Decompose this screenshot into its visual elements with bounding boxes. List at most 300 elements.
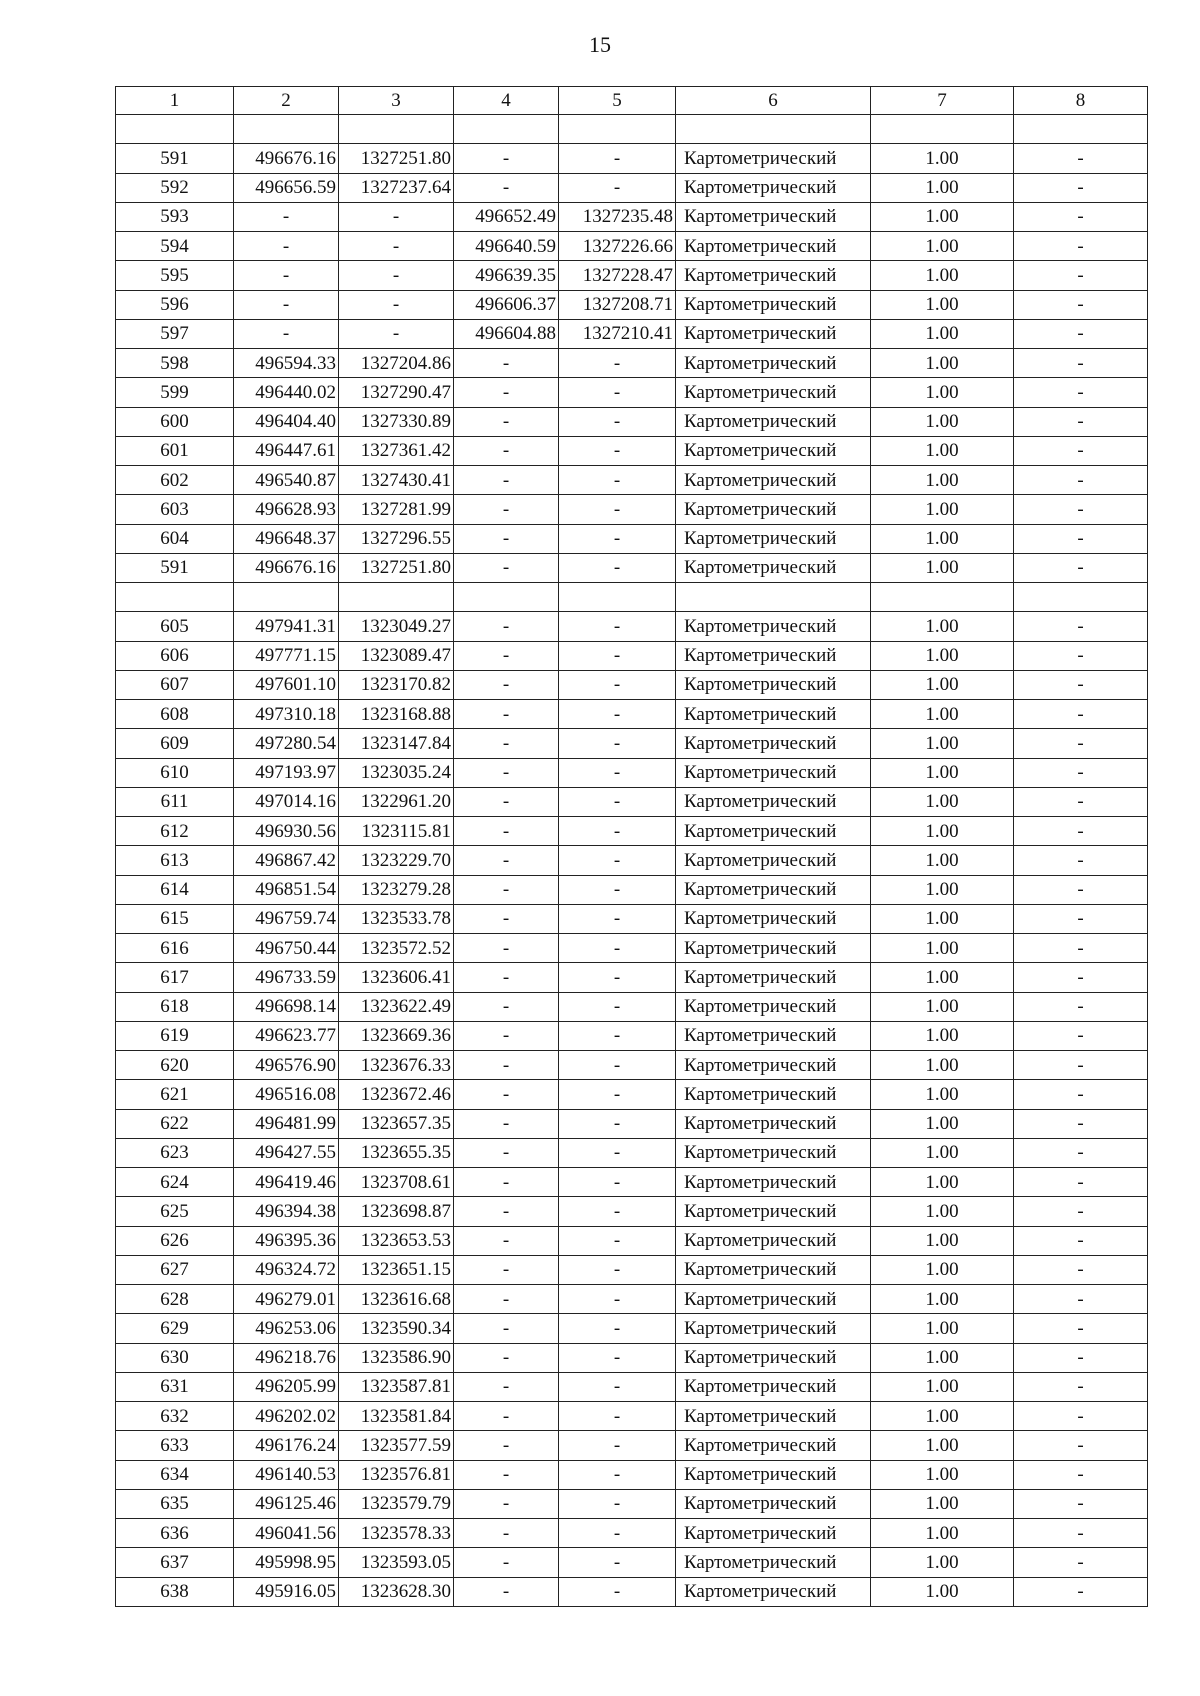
description-cell: - <box>1014 466 1148 495</box>
accuracy-cell: 1.00 <box>871 407 1014 436</box>
column-header-6: 6 <box>676 87 871 115</box>
method-cell: Картометрический <box>676 612 871 641</box>
table-row <box>116 436 1148 465</box>
accuracy-cell: 1.00 <box>871 1226 1014 1255</box>
table-row <box>116 202 1148 231</box>
accuracy-cell: 1.00 <box>871 1431 1014 1460</box>
point-number-cell: 606 <box>116 641 234 670</box>
table-row <box>116 1577 1148 1606</box>
y-coordinate-cell: - <box>339 232 454 261</box>
x-new-coordinate-cell: - <box>454 963 559 992</box>
x-coordinate-cell: 496202.02 <box>234 1402 339 1431</box>
x-coordinate-cell: 496440.02 <box>234 378 339 407</box>
method-cell: Картометрический <box>676 349 871 378</box>
point-number-cell: 592 <box>116 173 234 202</box>
y-coordinate-cell: 1323147.84 <box>339 729 454 758</box>
column-header-4: 4 <box>454 87 559 115</box>
x-coordinate-cell: 496218.76 <box>234 1343 339 1372</box>
x-coordinate-cell: - <box>234 261 339 290</box>
x-coordinate-cell: 496676.16 <box>234 144 339 173</box>
y-coordinate-cell: 1323170.82 <box>339 670 454 699</box>
description-cell: - <box>1014 1431 1148 1460</box>
table-row <box>116 1138 1148 1167</box>
point-number-cell: 608 <box>116 700 234 729</box>
x-coordinate-cell: 496594.33 <box>234 349 339 378</box>
y-new-coordinate-cell: - <box>559 1109 676 1138</box>
point-number-cell: 630 <box>116 1343 234 1372</box>
accuracy-cell: 1.00 <box>871 1343 1014 1372</box>
description-cell: - <box>1014 173 1148 202</box>
y-new-coordinate-cell: - <box>559 641 676 670</box>
x-new-coordinate-cell: - <box>454 1402 559 1431</box>
accuracy-cell: 1.00 <box>871 1460 1014 1489</box>
method-cell: Картометрический <box>676 202 871 231</box>
accuracy-cell: 1.00 <box>871 232 1014 261</box>
y-coordinate-cell: 1323168.88 <box>339 700 454 729</box>
x-new-coordinate-cell: - <box>454 1431 559 1460</box>
x-new-coordinate-cell: - <box>454 524 559 553</box>
y-new-coordinate-cell: - <box>559 1285 676 1314</box>
method-cell: Картометрический <box>676 817 871 846</box>
y-coordinate-cell: 1327290.47 <box>339 378 454 407</box>
table-row <box>116 963 1148 992</box>
method-cell: Картометрический <box>676 1051 871 1080</box>
table-row <box>116 1548 1148 1577</box>
y-new-coordinate-cell: - <box>559 1519 676 1548</box>
description-cell: - <box>1014 1577 1148 1606</box>
accuracy-cell: 1.00 <box>871 1168 1014 1197</box>
description-cell: - <box>1014 1372 1148 1401</box>
accuracy-cell: 1.00 <box>871 612 1014 641</box>
x-coordinate-cell: 496930.56 <box>234 817 339 846</box>
point-number-cell: 621 <box>116 1080 234 1109</box>
accuracy-cell: 1.00 <box>871 1577 1014 1606</box>
x-coordinate-cell: 497280.54 <box>234 729 339 758</box>
description-cell: - <box>1014 641 1148 670</box>
accuracy-cell: 1.00 <box>871 173 1014 202</box>
y-new-coordinate-cell: - <box>559 436 676 465</box>
y-new-coordinate-cell: - <box>559 1402 676 1431</box>
x-coordinate-cell: 496750.44 <box>234 934 339 963</box>
description-cell: - <box>1014 378 1148 407</box>
x-new-coordinate-cell: - <box>454 1021 559 1050</box>
table-row <box>116 787 1148 816</box>
table-row <box>116 553 1148 582</box>
table-row <box>116 495 1148 524</box>
x-new-coordinate-cell: - <box>454 758 559 787</box>
x-new-coordinate-cell: - <box>454 1548 559 1577</box>
description-cell: - <box>1014 1402 1148 1431</box>
method-cell: Картометрический <box>676 787 871 816</box>
x-new-coordinate-cell: - <box>454 934 559 963</box>
description-cell: - <box>1014 700 1148 729</box>
accuracy-cell: 1.00 <box>871 875 1014 904</box>
y-new-coordinate-cell: - <box>559 1138 676 1167</box>
point-number-cell: 636 <box>116 1519 234 1548</box>
point-number-cell: 605 <box>116 612 234 641</box>
point-number-cell: 632 <box>116 1402 234 1431</box>
method-cell: Картометрический <box>676 904 871 933</box>
column-header-5: 5 <box>559 87 676 115</box>
y-new-coordinate-cell: - <box>559 466 676 495</box>
description-cell: - <box>1014 407 1148 436</box>
y-coordinate-cell: 1327251.80 <box>339 553 454 582</box>
method-cell: Картометрический <box>676 846 871 875</box>
description-cell: - <box>1014 787 1148 816</box>
y-new-coordinate-cell: - <box>559 495 676 524</box>
table-row <box>116 817 1148 846</box>
point-number-cell: 613 <box>116 846 234 875</box>
y-new-coordinate-cell: - <box>559 846 676 875</box>
description-cell: - <box>1014 1080 1148 1109</box>
point-number-cell: 602 <box>116 466 234 495</box>
table-row <box>116 729 1148 758</box>
method-cell: Картометрический <box>676 1255 871 1284</box>
y-new-coordinate-cell: - <box>559 1051 676 1080</box>
y-new-coordinate-cell: - <box>559 173 676 202</box>
x-coordinate-cell: 496481.99 <box>234 1109 339 1138</box>
point-number-cell: 600 <box>116 407 234 436</box>
y-coordinate-cell <box>339 583 454 612</box>
x-new-coordinate-cell: - <box>454 846 559 875</box>
x-new-coordinate-cell: - <box>454 1460 559 1489</box>
x-new-coordinate-cell: - <box>454 1577 559 1606</box>
accuracy-cell: 1.00 <box>871 1138 1014 1167</box>
y-new-coordinate-cell: 1327210.41 <box>559 319 676 348</box>
method-cell: Картометрический <box>676 1460 871 1489</box>
y-new-coordinate-cell: - <box>559 700 676 729</box>
x-coordinate-cell: 496867.42 <box>234 846 339 875</box>
x-new-coordinate-cell: - <box>454 407 559 436</box>
accuracy-cell: 1.00 <box>871 758 1014 787</box>
y-coordinate-cell: 1323587.81 <box>339 1372 454 1401</box>
description-cell: - <box>1014 144 1148 173</box>
y-new-coordinate-cell: - <box>559 1577 676 1606</box>
description-cell: - <box>1014 817 1148 846</box>
point-number-cell: 611 <box>116 787 234 816</box>
x-new-coordinate-cell: - <box>454 1314 559 1343</box>
x-coordinate-cell: 496656.59 <box>234 173 339 202</box>
table-row-separator <box>116 115 1148 144</box>
y-coordinate-cell: 1323089.47 <box>339 641 454 670</box>
x-new-coordinate-cell: 496604.88 <box>454 319 559 348</box>
method-cell: Картометрический <box>676 1285 871 1314</box>
method-cell: Картометрический <box>676 173 871 202</box>
description-cell: - <box>1014 202 1148 231</box>
method-cell: Картометрический <box>676 144 871 173</box>
x-coordinate-cell: 496516.08 <box>234 1080 339 1109</box>
accuracy-cell: 1.00 <box>871 495 1014 524</box>
x-coordinate-cell <box>234 115 339 144</box>
y-coordinate-cell: 1323606.41 <box>339 963 454 992</box>
table-row <box>116 290 1148 319</box>
x-new-coordinate-cell: - <box>454 992 559 1021</box>
description-cell: - <box>1014 846 1148 875</box>
y-new-coordinate-cell: - <box>559 1080 676 1109</box>
point-number-cell: 607 <box>116 670 234 699</box>
method-cell: Картометрический <box>676 232 871 261</box>
table-row <box>116 1080 1148 1109</box>
description-cell: - <box>1014 1519 1148 1548</box>
point-number-cell: 616 <box>116 934 234 963</box>
accuracy-cell: 1.00 <box>871 1314 1014 1343</box>
point-number-cell: 614 <box>116 875 234 904</box>
point-number-cell: 598 <box>116 349 234 378</box>
table-row <box>116 1431 1148 1460</box>
x-coordinate-cell: 496648.37 <box>234 524 339 553</box>
description-cell: - <box>1014 875 1148 904</box>
method-cell: Картометрический <box>676 1489 871 1518</box>
table-row <box>116 700 1148 729</box>
x-new-coordinate-cell: - <box>454 495 559 524</box>
accuracy-cell: 1.00 <box>871 1197 1014 1226</box>
x-new-coordinate-cell: - <box>454 1343 559 1372</box>
x-coordinate-cell: - <box>234 232 339 261</box>
point-number-cell: 627 <box>116 1255 234 1284</box>
method-cell: Картометрический <box>676 407 871 436</box>
x-coordinate-cell: 497014.16 <box>234 787 339 816</box>
x-coordinate-cell: 496851.54 <box>234 875 339 904</box>
description-cell: - <box>1014 729 1148 758</box>
description-cell: - <box>1014 1460 1148 1489</box>
x-coordinate-cell: 497941.31 <box>234 612 339 641</box>
x-coordinate-cell: 496394.38 <box>234 1197 339 1226</box>
x-coordinate-cell: 495998.95 <box>234 1548 339 1577</box>
description-cell: - <box>1014 612 1148 641</box>
method-cell: Картометрический <box>676 261 871 290</box>
x-new-coordinate-cell: - <box>454 173 559 202</box>
method-cell: Картометрический <box>676 1197 871 1226</box>
x-new-coordinate-cell: - <box>454 1051 559 1080</box>
y-new-coordinate-cell: - <box>559 349 676 378</box>
table-row <box>116 1168 1148 1197</box>
y-new-coordinate-cell: - <box>559 787 676 816</box>
point-number-cell: 601 <box>116 436 234 465</box>
point-number-cell: 638 <box>116 1577 234 1606</box>
accuracy-cell: 1.00 <box>871 524 1014 553</box>
table-row <box>116 144 1148 173</box>
description-cell: - <box>1014 904 1148 933</box>
y-new-coordinate-cell <box>559 115 676 144</box>
column-header-8: 8 <box>1014 87 1148 115</box>
x-new-coordinate-cell: - <box>454 904 559 933</box>
y-coordinate-cell: - <box>339 202 454 231</box>
y-new-coordinate-cell: - <box>559 904 676 933</box>
y-new-coordinate-cell: 1327208.71 <box>559 290 676 319</box>
y-coordinate-cell: 1327204.86 <box>339 349 454 378</box>
method-cell: Картометрический <box>676 1314 871 1343</box>
x-new-coordinate-cell: - <box>454 787 559 816</box>
table-row <box>116 1460 1148 1489</box>
y-new-coordinate-cell: - <box>559 553 676 582</box>
point-number-cell: 620 <box>116 1051 234 1080</box>
y-coordinate-cell: 1323628.30 <box>339 1577 454 1606</box>
y-new-coordinate-cell: - <box>559 1168 676 1197</box>
table-body <box>116 115 1148 1607</box>
table-row <box>116 1109 1148 1138</box>
y-new-coordinate-cell: - <box>559 729 676 758</box>
x-new-coordinate-cell: 496652.49 <box>454 202 559 231</box>
table-row <box>116 173 1148 202</box>
description-cell: - <box>1014 553 1148 582</box>
y-coordinate-cell: 1323616.68 <box>339 1285 454 1314</box>
table-row <box>116 1226 1148 1255</box>
point-number-cell: 619 <box>116 1021 234 1050</box>
method-cell: Картометрический <box>676 1343 871 1372</box>
table-row <box>116 641 1148 670</box>
x-new-coordinate-cell: - <box>454 1372 559 1401</box>
accuracy-cell: 1.00 <box>871 1051 1014 1080</box>
x-coordinate-cell: 496540.87 <box>234 466 339 495</box>
method-cell: Картометрический <box>676 934 871 963</box>
x-new-coordinate-cell <box>454 583 559 612</box>
y-coordinate-cell: 1323622.49 <box>339 992 454 1021</box>
description-cell: - <box>1014 495 1148 524</box>
accuracy-cell: 1.00 <box>871 1489 1014 1518</box>
x-new-coordinate-cell: - <box>454 1138 559 1167</box>
y-new-coordinate-cell: - <box>559 670 676 699</box>
y-coordinate-cell: 1323672.46 <box>339 1080 454 1109</box>
x-coordinate-cell: 496628.93 <box>234 495 339 524</box>
y-coordinate-cell: 1327281.99 <box>339 495 454 524</box>
x-coordinate-cell: 496623.77 <box>234 1021 339 1050</box>
y-coordinate-cell <box>339 115 454 144</box>
y-coordinate-cell: 1323698.87 <box>339 1197 454 1226</box>
accuracy-cell: 1.00 <box>871 1109 1014 1138</box>
x-coordinate-cell: 496176.24 <box>234 1431 339 1460</box>
method-cell: Картометрический <box>676 436 871 465</box>
accuracy-cell: 1.00 <box>871 1021 1014 1050</box>
y-coordinate-cell: 1327296.55 <box>339 524 454 553</box>
y-coordinate-cell: 1323657.35 <box>339 1109 454 1138</box>
point-number-cell: 595 <box>116 261 234 290</box>
accuracy-cell: 1.00 <box>871 1372 1014 1401</box>
method-cell: Картометрический <box>676 1226 871 1255</box>
point-number-cell: 612 <box>116 817 234 846</box>
y-coordinate-cell: 1323576.81 <box>339 1460 454 1489</box>
description-cell <box>1014 583 1148 612</box>
accuracy-cell: 1.00 <box>871 319 1014 348</box>
y-new-coordinate-cell: - <box>559 1226 676 1255</box>
method-cell: Картометрический <box>676 758 871 787</box>
table-row <box>116 1051 1148 1080</box>
description-cell: - <box>1014 992 1148 1021</box>
table-row <box>116 378 1148 407</box>
description-cell: - <box>1014 1168 1148 1197</box>
point-number-cell: 596 <box>116 290 234 319</box>
description-cell: - <box>1014 1021 1148 1050</box>
y-new-coordinate-cell: 1327235.48 <box>559 202 676 231</box>
description-cell: - <box>1014 1051 1148 1080</box>
y-coordinate-cell: 1323653.53 <box>339 1226 454 1255</box>
method-cell: Картометрический <box>676 1021 871 1050</box>
column-header-2: 2 <box>234 87 339 115</box>
method-cell: Картометрический <box>676 1402 871 1431</box>
x-coordinate-cell: - <box>234 202 339 231</box>
y-coordinate-cell: 1323115.81 <box>339 817 454 846</box>
y-coordinate-cell: 1323593.05 <box>339 1548 454 1577</box>
y-coordinate-cell: 1327237.64 <box>339 173 454 202</box>
description-cell: - <box>1014 1548 1148 1577</box>
y-new-coordinate-cell: - <box>559 963 676 992</box>
point-number-cell: 622 <box>116 1109 234 1138</box>
y-coordinate-cell: 1323533.78 <box>339 904 454 933</box>
method-cell: Картометрический <box>676 290 871 319</box>
y-new-coordinate-cell: - <box>559 1197 676 1226</box>
description-cell: - <box>1014 1226 1148 1255</box>
point-number-cell: 603 <box>116 495 234 524</box>
y-coordinate-cell: - <box>339 290 454 319</box>
y-new-coordinate-cell: - <box>559 758 676 787</box>
y-new-coordinate-cell: 1327228.47 <box>559 261 676 290</box>
y-new-coordinate-cell: - <box>559 1314 676 1343</box>
point-number-cell <box>116 583 234 612</box>
y-coordinate-cell: 1323579.79 <box>339 1489 454 1518</box>
description-cell: - <box>1014 1109 1148 1138</box>
method-cell: Картометрический <box>676 524 871 553</box>
description-cell <box>1014 115 1148 144</box>
y-new-coordinate-cell: - <box>559 1255 676 1284</box>
table-row <box>116 846 1148 875</box>
table-row <box>116 670 1148 699</box>
column-header-7: 7 <box>871 87 1014 115</box>
x-new-coordinate-cell: - <box>454 641 559 670</box>
point-number-cell <box>116 115 234 144</box>
x-coordinate-cell: - <box>234 290 339 319</box>
table-row <box>116 1021 1148 1050</box>
point-number-cell: 609 <box>116 729 234 758</box>
y-new-coordinate-cell: - <box>559 1343 676 1372</box>
x-new-coordinate-cell: - <box>454 466 559 495</box>
y-coordinate-cell: 1327361.42 <box>339 436 454 465</box>
y-coordinate-cell: 1323586.90 <box>339 1343 454 1372</box>
accuracy-cell <box>871 115 1014 144</box>
x-coordinate-cell: 495916.05 <box>234 1577 339 1606</box>
point-number-cell: 594 <box>116 232 234 261</box>
point-number-cell: 635 <box>116 1489 234 1518</box>
x-coordinate-cell: 496447.61 <box>234 436 339 465</box>
x-new-coordinate-cell: - <box>454 1168 559 1197</box>
table-row <box>116 466 1148 495</box>
description-cell: - <box>1014 1138 1148 1167</box>
y-new-coordinate-cell: - <box>559 992 676 1021</box>
method-cell: Картометрический <box>676 1431 871 1460</box>
x-new-coordinate-cell: - <box>454 349 559 378</box>
method-cell: Картометрический <box>676 1577 871 1606</box>
x-coordinate-cell: 497771.15 <box>234 641 339 670</box>
y-new-coordinate-cell: - <box>559 407 676 436</box>
method-cell: Картометрический <box>676 378 871 407</box>
accuracy-cell: 1.00 <box>871 1285 1014 1314</box>
method-cell: Картометрический <box>676 495 871 524</box>
point-number-cell: 597 <box>116 319 234 348</box>
table-header-row <box>116 87 1148 115</box>
column-header-3: 3 <box>339 87 454 115</box>
x-new-coordinate-cell: - <box>454 1080 559 1109</box>
accuracy-cell: 1.00 <box>871 641 1014 670</box>
table-row <box>116 612 1148 641</box>
method-cell: Картометрический <box>676 729 871 758</box>
description-cell: - <box>1014 349 1148 378</box>
point-number-cell: 637 <box>116 1548 234 1577</box>
table-row <box>116 349 1148 378</box>
x-coordinate-cell: 496253.06 <box>234 1314 339 1343</box>
point-number-cell: 610 <box>116 758 234 787</box>
table-row <box>116 524 1148 553</box>
table-row <box>116 261 1148 290</box>
point-number-cell: 629 <box>116 1314 234 1343</box>
x-new-coordinate-cell: - <box>454 436 559 465</box>
